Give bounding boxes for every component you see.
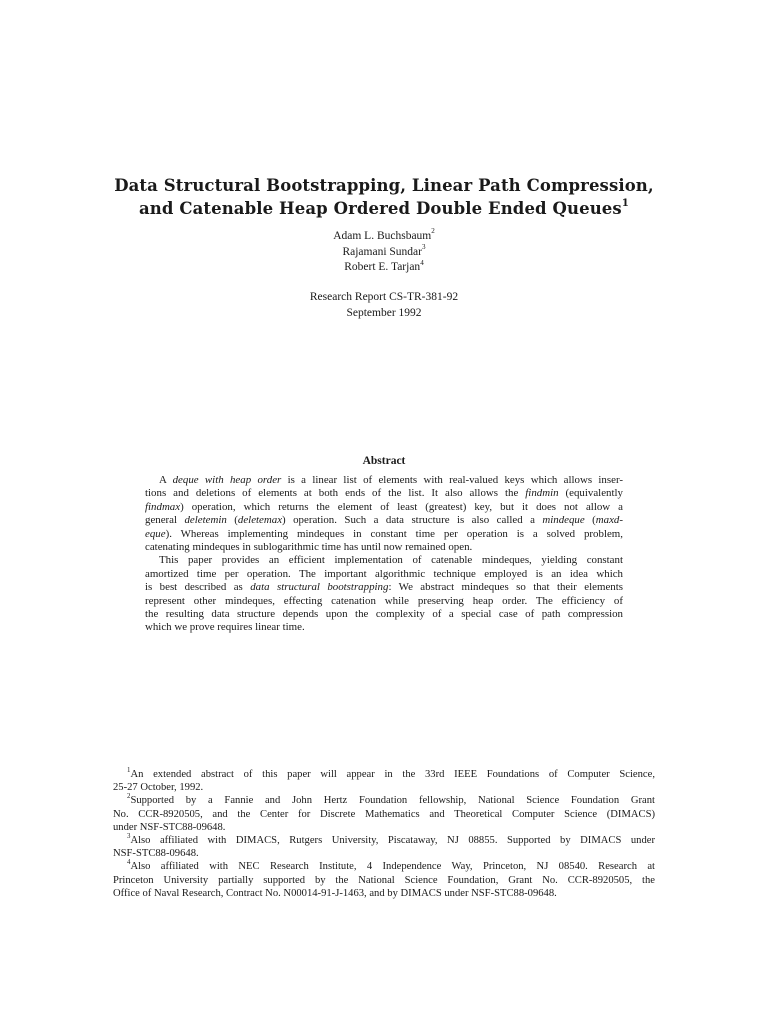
text-run: tions and deletions of elements at both ends of the list. It also allows the <box>145 487 526 500</box>
author-1 <box>184 229 584 245</box>
title-line-2-text: and Catenable Heap Ordered Double Ended Queues <box>139 199 622 218</box>
footnote-3-line <box>113 834 655 847</box>
abstract-line <box>145 474 623 487</box>
footnote-2-line: No. CCR-8920505, and the Center for Discrete Mathematics and Theoretical Computer Science (DIMACS) <box>113 808 655 820</box>
author-3 <box>184 260 584 276</box>
abstract-line: represent other mindeques, effecting catenation while preserving heap order. The efficiency of <box>145 594 623 607</box>
footnote-4-line: Office of Naval Research, Contract No. N00014-91-J-1463, and by DIMACS under NSF-STC88-09648. <box>113 887 557 899</box>
author-list <box>184 229 584 276</box>
emphasis: findmin <box>525 487 559 500</box>
title-footnote-mark: 1 <box>621 197 629 210</box>
emphasis: findmax <box>145 500 181 513</box>
text-run: is a linear list of elements with real-valued keys which allows inser- <box>281 474 623 486</box>
text-run: ) operation. Such a data structure is also called a <box>282 514 543 527</box>
abstract-line: amortized time per operation. The important algorithmic technique employed is an idea which <box>145 567 623 580</box>
author-footnote-mark: 3 <box>421 243 426 252</box>
text-run: ) operation, which returns the element of least (greatest) key, but it does not allow a <box>180 500 623 513</box>
author-2 <box>184 245 584 261</box>
footnote-text: Also affiliated with DIMACS, Rutgers University, Piscataway, NJ 08855. Supported by DIMACS under <box>130 834 655 846</box>
abstract-line <box>145 528 623 541</box>
footnote-1-line <box>113 768 655 781</box>
author-footnote-mark: 4 <box>420 258 424 267</box>
abstract-line: This paper provides an efficient implementation of catenable mindeques, yielding constant <box>159 554 623 567</box>
report-info <box>184 290 584 321</box>
footnote-4-line: Princeton University partially supported by the National Science Foundation, Grant No. CCR-8920505, the <box>113 874 655 886</box>
emphasis: deletemax <box>237 514 283 527</box>
text-run: (equivalently <box>558 487 623 500</box>
text-run: general <box>145 514 185 527</box>
footnote-mark: 3 <box>127 832 131 840</box>
abstract-line: which we prove requires linear time. <box>145 621 305 634</box>
author-name: Rajamani Sundar <box>342 245 422 258</box>
footnote-text: Also affiliated with NEC Research Institute, 4 Independence Way, Princeton, NJ 08540. Research at <box>130 861 655 873</box>
report-date: September 1992 <box>346 306 422 319</box>
abstract-line <box>145 514 623 527</box>
footnote-3-line: NSF-STC88-09648. <box>113 848 199 860</box>
author-name: Robert E. Tarjan <box>344 261 421 274</box>
title-line-2 <box>60 197 708 220</box>
text-run: : We abstract mindeques so that their elements <box>388 581 624 594</box>
emphasis: deque with heap order <box>172 474 282 486</box>
abstract-heading: Abstract <box>362 455 406 467</box>
abstract-line <box>145 581 623 594</box>
abstract-line: catenating mindeques in sublogarithmic time has until now remained open. <box>145 540 473 553</box>
abstract-line: the resulting data structure depends upon the complexity of a special case of path compression <box>145 607 623 620</box>
abstract-line <box>145 501 623 514</box>
footnote-1-line: 25-27 October, 1992. <box>113 782 204 794</box>
text-run: ( <box>226 514 238 527</box>
text-run: ). Whereas implementing mindeques in constant time per operation is a solved problem, <box>165 527 623 540</box>
footnote-2-line <box>113 794 655 807</box>
paper-title <box>60 174 708 220</box>
author-name: Adam L. Buchsbaum <box>333 230 432 242</box>
footnote-2-line: under NSF-STC88-09648. <box>113 821 226 833</box>
footnote-mark: 1 <box>127 766 131 774</box>
footnote-4-line <box>113 860 655 873</box>
report-number: Research Report CS-TR-381-92 <box>309 291 459 303</box>
text-run: ( <box>584 514 596 527</box>
emphasis: eque <box>145 527 166 540</box>
text-run: is best described as <box>145 581 251 594</box>
title-line-1: Data Structural Bootstrapping, Linear Path Compression, <box>114 176 654 195</box>
text-run: A <box>159 474 173 486</box>
emphasis: maxd- <box>595 514 623 527</box>
emphasis: mindeque <box>542 514 585 527</box>
abstract-line <box>145 487 623 500</box>
footnote-mark: 4 <box>127 859 131 867</box>
footnotes <box>113 768 655 900</box>
footnote-mark: 2 <box>127 793 131 801</box>
abstract-body <box>145 474 623 635</box>
author-footnote-mark: 2 <box>431 227 435 236</box>
footnote-text: Supported by a Fannie and John Hertz Foundation fellowship, National Science Foundation Grant <box>130 795 655 807</box>
emphasis: data structural bootstrapping <box>250 581 389 594</box>
footnote-text: An extended abstract of this paper will appear in the 33rd IEEE Foundations of Computer Science, <box>130 769 655 780</box>
emphasis: deletemin <box>184 514 227 527</box>
